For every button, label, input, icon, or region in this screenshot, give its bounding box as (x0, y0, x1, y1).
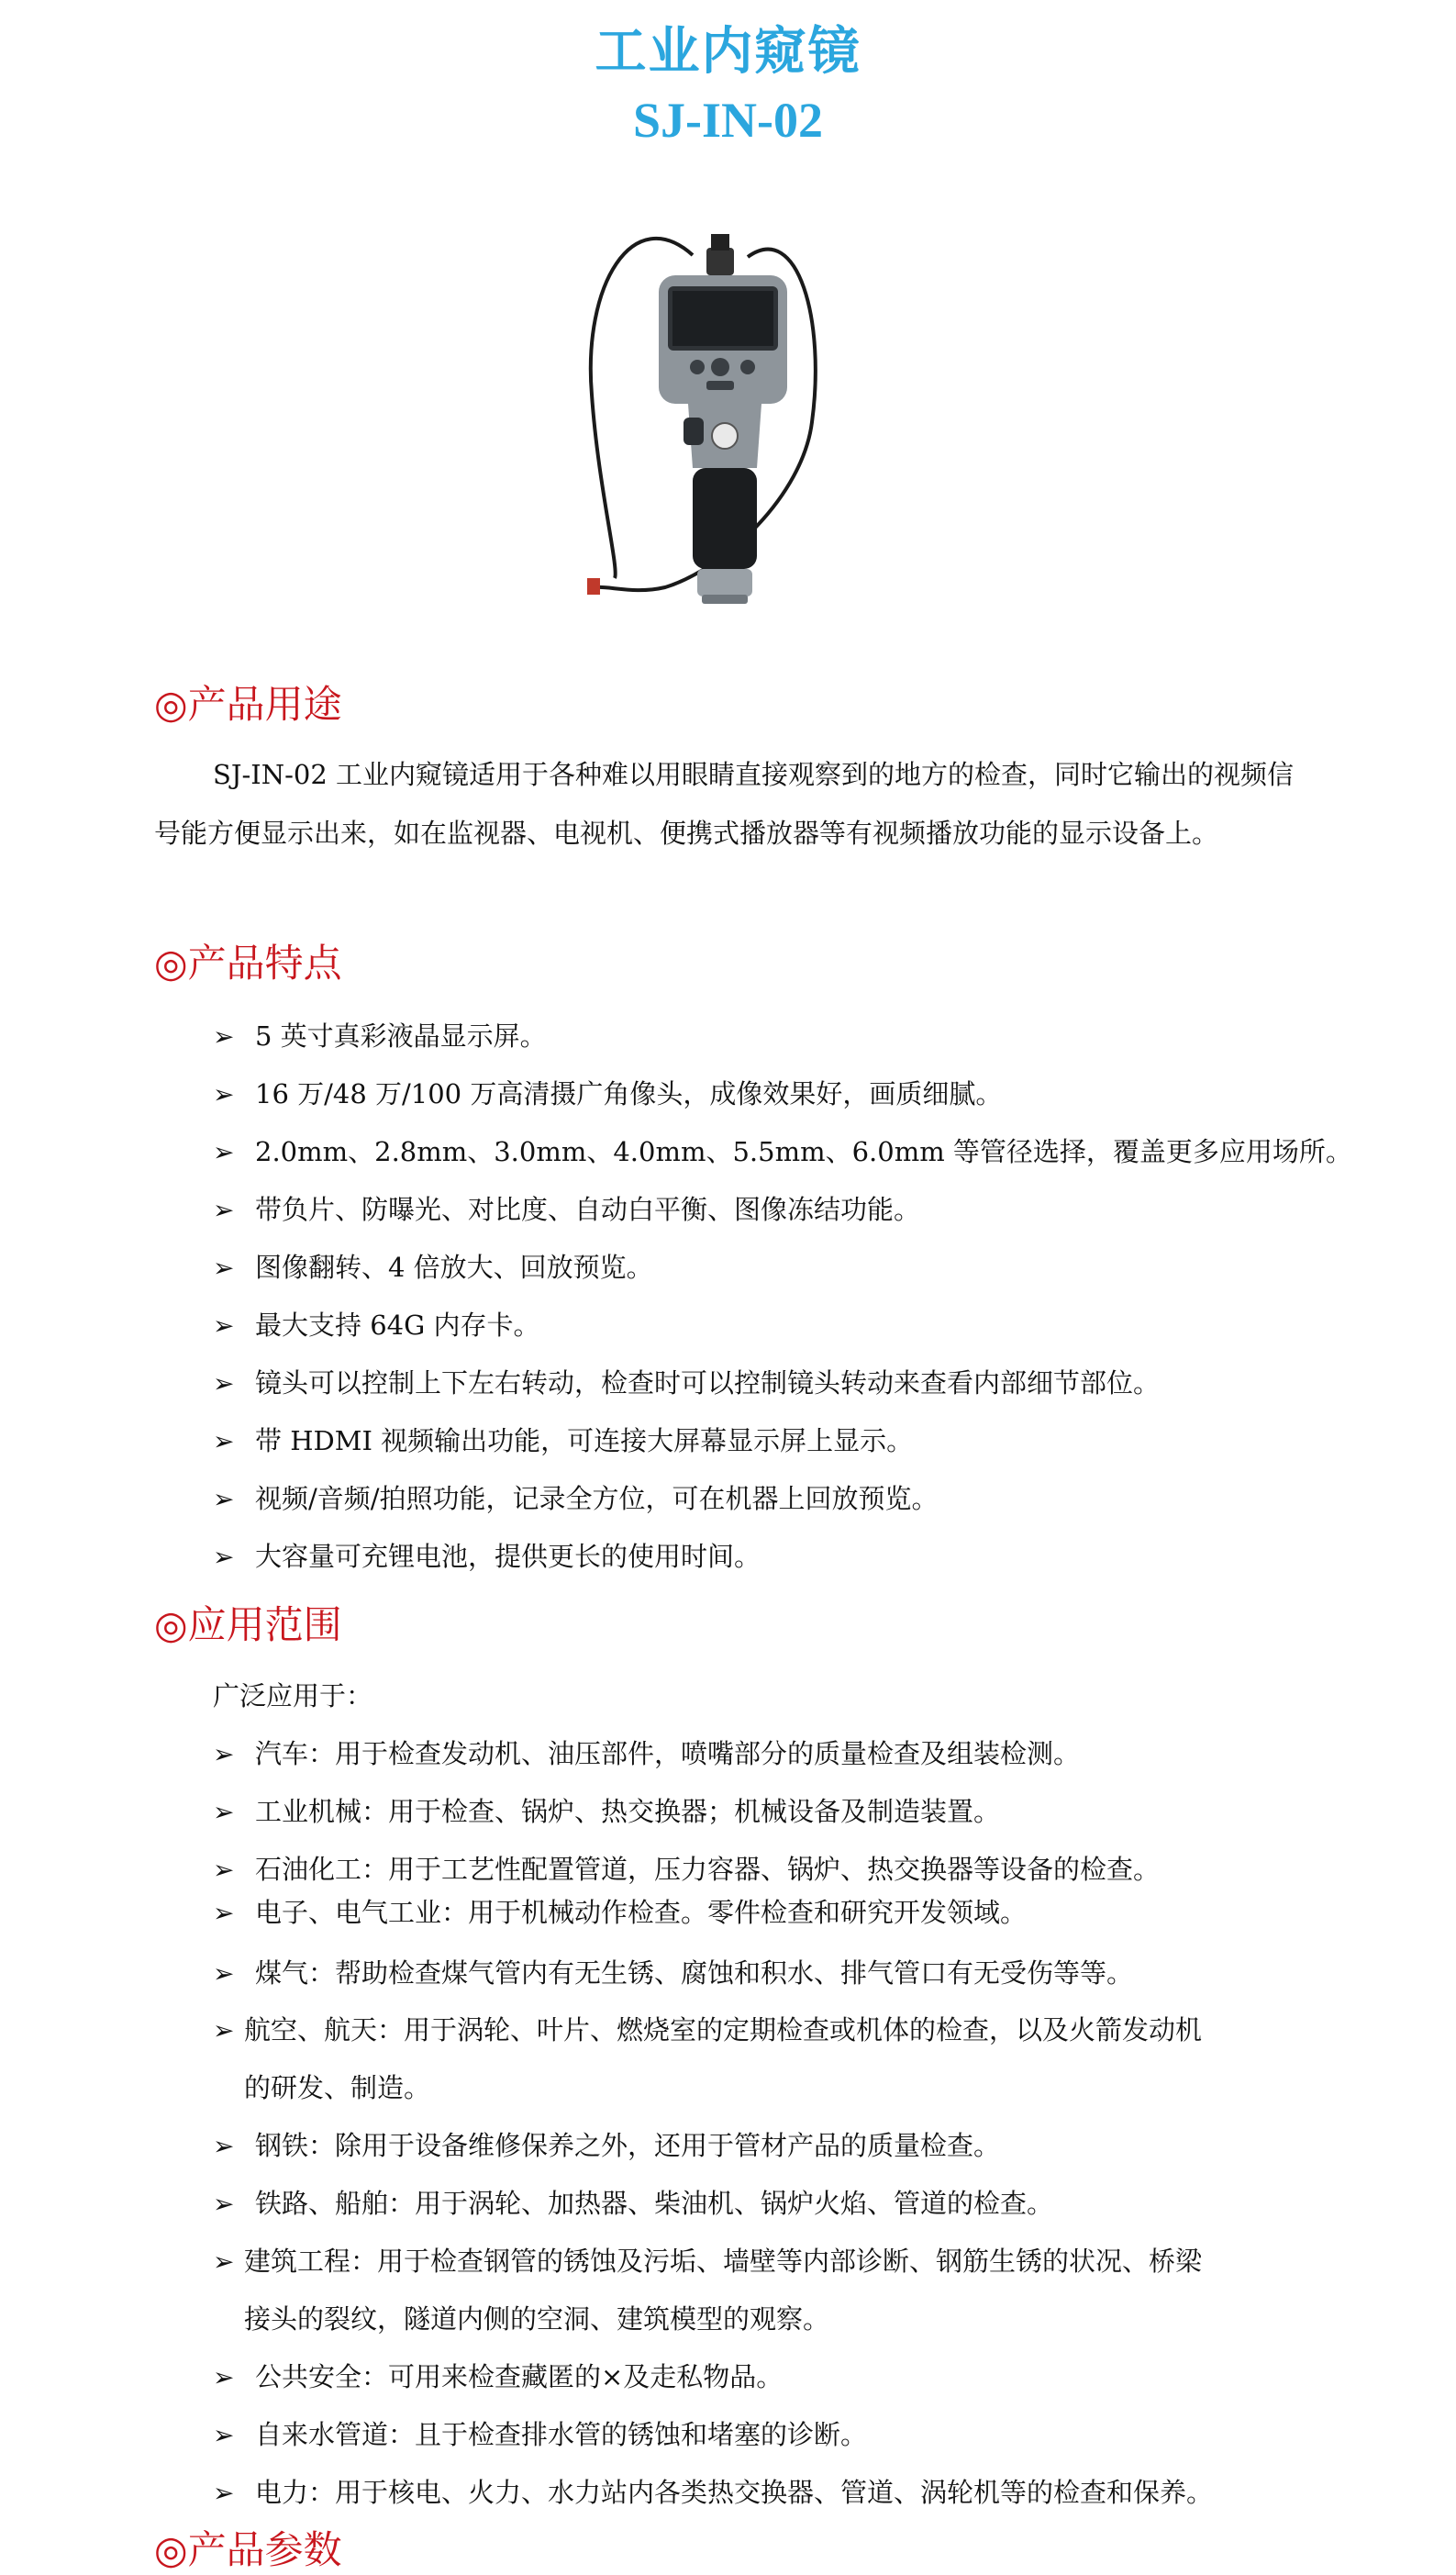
usage-paragraph: SJ-IN-02 工业内窥镜适用于各种难以用眼睛直接观察到的地方的检查，同时它输出的视频信号能方便显示出来，如在监视器、电视机、便携式播放器等有视频播放功能的显示设备上。 (154, 759, 1295, 849)
list-item: ➢ 2.0mm、2.8mm、3.0mm、4.0mm、5.5mm、6.0mm 等管径选择，覆盖更多应用场所。 (213, 1136, 1352, 1167)
arrow-bullet-icon: ➢ (213, 1253, 235, 1283)
arrow-bullet-icon: ➢ (213, 1855, 235, 1885)
list-item: ➢ 电力：用于核电、火力、水力站内各类热交换器、管道、涡轮机等的检查和保养。 (213, 2477, 1214, 2508)
list-item-continuation: 接头的裂纹，隧道内侧的空洞、建筑模型的观察。 (244, 2303, 830, 2335)
list-item: ➢ 16 万/48 万/100 万高清摄广角像头，成像效果好，画质细腻。 (213, 1078, 1003, 1109)
arrow-bullet-icon: ➢ (213, 1368, 235, 1399)
list-item: ➢ 石油化工：用于工艺性配置管道，压力容器、锅炉、热交换器等设备的检查。 (213, 1854, 1161, 1885)
list-item: ➢ 图像翻转、4 倍放大、回放预览。 (213, 1252, 653, 1283)
list-item: ➢ 建筑工程：用于检查钢管的锈蚀及污垢、墙壁等内部诊断、钢筋生锈的状况、桥梁 (213, 2246, 1203, 2277)
section-heading-params: ◎产品参数 (154, 2527, 342, 2572)
applications-intro: 广泛应用于： (213, 1680, 373, 1711)
arrow-bullet-icon: ➢ (213, 2246, 235, 2277)
arrow-bullet-icon: ➢ (213, 1958, 235, 1989)
list-item: ➢ 钢铁：除用于设备维修保养之外，还用于管材产品的质量检查。 (213, 2130, 1001, 2161)
arrow-bullet-icon: ➢ (213, 1310, 235, 1341)
list-item: ➢ 电子、电气工业：用于机械动作检查。零件检查和研究开发领域。 (213, 1897, 1028, 1928)
arrow-bullet-icon: ➢ (213, 1542, 235, 1572)
list-item: ➢ 视频/音频/拍照功能，记录全方位，可在机器上回放预览。 (213, 1483, 939, 1514)
arrow-bullet-icon: ➢ (213, 1797, 235, 1827)
arrow-bullet-icon: ➢ (213, 1079, 235, 1109)
arrow-bullet-icon: ➢ (213, 2189, 235, 2219)
section-heading-usage: ◎产品用途 (154, 682, 342, 727)
list-item: ➢ 汽车：用于检查发动机、油压部件，喷嘴部分的质量检查及组装检测。 (213, 1738, 1081, 1769)
list-item: ➢ 5 英寸真彩液晶显示屏。 (213, 1020, 547, 1052)
arrow-bullet-icon: ➢ (213, 1195, 235, 1225)
section-heading-applications: ◎应用范围 (154, 1602, 342, 1647)
list-item: ➢ 带负片、防曝光、对比度、自动白平衡、图像冻结功能。 (213, 1194, 921, 1225)
arrow-bullet-icon: ➢ (213, 2420, 235, 2450)
arrow-bullet-icon: ➢ (213, 2362, 235, 2392)
list-item: ➢ 铁路、船舶：用于涡轮、加热器、柴油机、锅炉火焰、管道的检查。 (213, 2188, 1054, 2219)
arrow-bullet-icon: ➢ (213, 1021, 235, 1052)
list-item: ➢ 工业机械：用于检查、锅炉、热交换器；机械设备及制造装置。 (213, 1796, 1001, 1827)
arrow-bullet-icon: ➢ (213, 1426, 235, 1456)
page-title: 工业内窥镜 (595, 22, 861, 82)
list-item: ➢ 公共安全：可用来检查藏匿的×及走私物品。 (213, 2361, 784, 2392)
list-item: ➢ 带 HDMI 视频输出功能，可连接大屏幕显示屏上显示。 (213, 1425, 914, 1456)
list-item: ➢ 航空、航天：用于涡轮、叶片、燃烧室的定期检查或机体的检查，以及火箭发动机 (213, 2014, 1203, 2046)
list-item: ➢ 大容量可充锂电池，提供更长的使用时间。 (213, 1541, 761, 1572)
list-item: ➢ 自来水管道：且于检查排水管的锈蚀和堵塞的诊断。 (213, 2419, 868, 2450)
list-item: ➢ 煤气：帮助检查煤气管内有无生锈、腐蚀和积水、排气管口有无受伤等等。 (213, 1957, 1134, 1989)
list-item: ➢ 最大支持 64G 内存卡。 (213, 1310, 540, 1341)
arrow-bullet-icon: ➢ (213, 1137, 235, 1167)
arrow-bullet-icon: ➢ (213, 1484, 235, 1514)
arrow-bullet-icon: ➢ (213, 2478, 235, 2508)
arrow-bullet-icon: ➢ (213, 1739, 235, 1769)
arrow-bullet-icon: ➢ (213, 1898, 235, 1928)
model-number: SJ-IN-02 (632, 93, 823, 148)
arrow-bullet-icon: ➢ (213, 2131, 235, 2161)
list-item: ➢ 镜头可以控制上下左右转动，检查时可以控制镜头转动来查看内部细节部位。 (213, 1367, 1161, 1399)
section-heading-features: ◎产品特点 (154, 941, 342, 986)
arrow-bullet-icon: ➢ (213, 2015, 235, 2046)
endoscope-product-image (578, 184, 881, 615)
list-item-continuation: 的研发、制造。 (244, 2072, 431, 2103)
